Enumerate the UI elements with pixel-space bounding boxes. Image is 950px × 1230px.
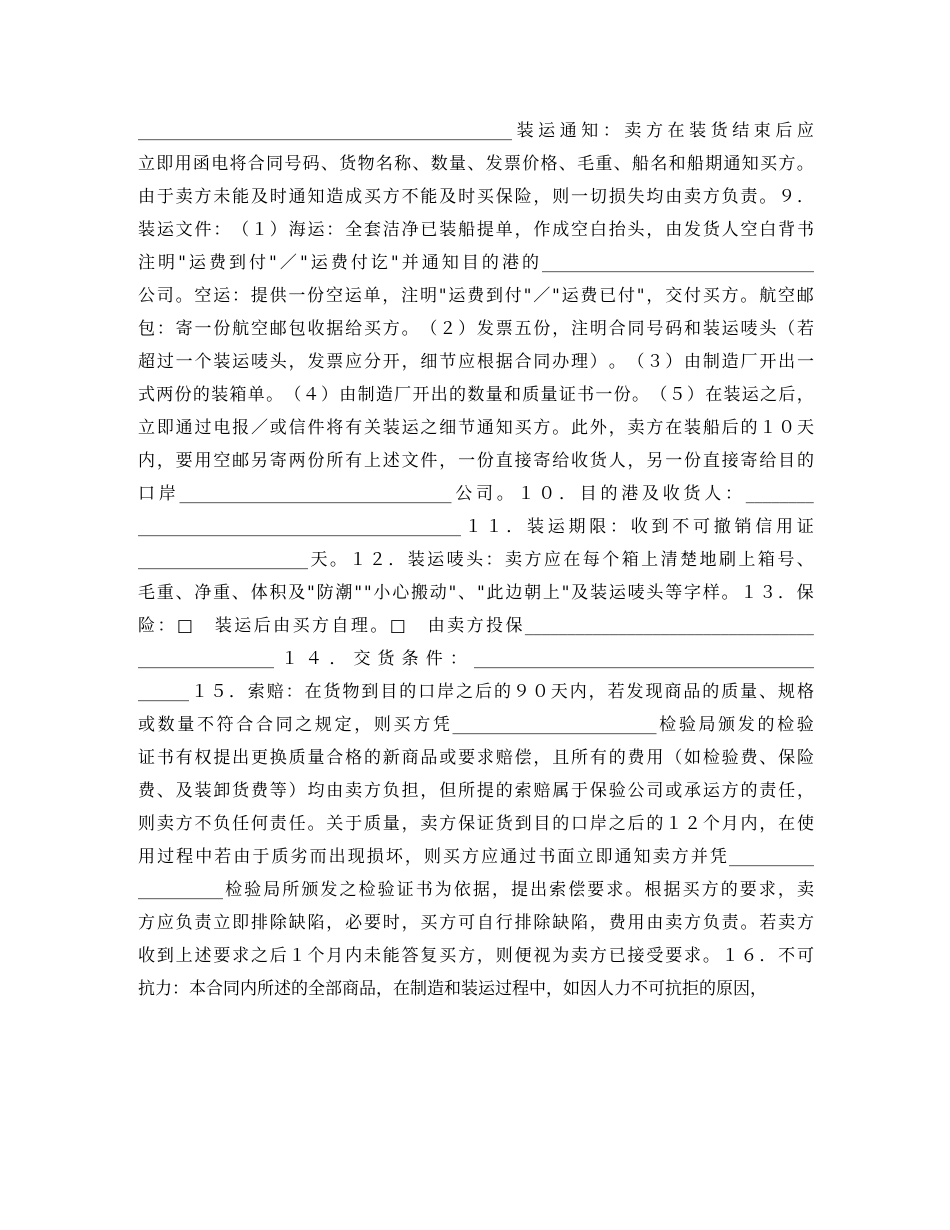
text-line: 超 过 一 个 装 运 唛 头 ， 发 票 应 分 开 ， 细 节 应 根 据 合 同 办 理 ） 。 （ ３ ） 由 制 造 厂 开 出 一 [138, 352, 814, 372]
text-line: 方 应 负 责 立 即 排 除 缺 陷 ， 必 要 时 ， 买 方 可 自 行 排 除 缺 陷 ， 费 用 由 卖 方 负 责 。 若 卖 方 [138, 913, 814, 933]
text-line: 证 书 有 权 提 出 更 换 质 量 合 格 的 新 商 品 或 要 求 赔 偿 ， 且 所 有 的 费 用 （ 如 检 验 费 、 保 险 [138, 748, 814, 768]
text-line: 用 过 程 中 若 由 于 质 劣 而 出 现 损 坏 ， 则 买 方 应 通 过 书 面 立 即 通 知 卖 方 并 凭 __________ [138, 847, 814, 867]
text-line: 公 司 。 空 运 ： 提 供 一 份 空 运 单 ， 注 明 " 运 费 到 付 " ／ " 运 费 已 付 " ， 交 付 买 方 。 航 空 邮 [138, 286, 814, 306]
text-line: ____________________ 天 。 １ ２ ． 装 运 唛 头 ： 卖 方 应 在 每 个 箱 上 清 楚 地 刷 上 箱 号 、 [138, 550, 814, 570]
text-line: 则 卖 方 不 负 任 何 责 任 。 关 于 质 量 ， 卖 方 保 证 货 到 目 的 口 岸 之 后 的 １ ２ 个 月 内 ， 在 使 [138, 814, 814, 834]
text-line: 收 到 上 述 要 求 之 后 １ 个 月 内 未 能 答 复 买 方 ， 则 便 视 为 卖 方 已 接 受 要 求 。 １ ６ ． 不 可 [138, 946, 814, 966]
text-line: 内 ， 要 用 空 邮 另 寄 两 份 所 有 上 述 文 件 ， 一 份 直 接 寄 给 收 货 人 ， 另 一 份 直 接 寄 给 目 的 [138, 451, 814, 471]
text-line: 注 明 " 运 费 到 付 " ／ " 运 费 付 讫 " 并 通 知 目 的 港 的 ________________________________ [138, 253, 814, 273]
text-line: 险 ： □ 装 运 后 由 买 方 自 理 。 □ 由 卖 方 投 保 __________________________________ [138, 616, 814, 636]
text-line: 包 ： 寄 一 份 航 空 邮 包 收 据 给 买 方 。 （ ２ ） 发 票 五 份 ， 注 明 合 同 号 码 和 装 运 唛 头 （ 若 [138, 319, 814, 339]
text-line: 毛 重 、 净 重 、 体 积 及 " 防 潮 " " 小 心 搬 动 " 、 " 此 边 朝 上 " 及 装 运 唛 头 等 字 样 。 １ ３ ． 保 [138, 583, 814, 603]
text-line: 费 、 及 装 卸 货 费 等 ） 均 由 卖 方 负 担 ， 但 所 提 的 索 赔 属 于 保 验 公 司 或 承 运 方 的 责 任 ， [138, 781, 814, 801]
text-line: ______ １ ５ ． 索 赔 ： 在 货 物 到 目 的 口 岸 之 后 的 ９ ０ 天 内 ， 若 发 现 商 品 的 质 量 、 规 格 [138, 682, 814, 702]
text-line: 或 数 量 不 符 合 合 同 之 规 定 ， 则 买 方 凭 ________________________ 检 验 局 颁 发 的 检 验 [138, 715, 814, 735]
text-line: 式 两 份 的 装 箱 单 。 （ ４ ） 由 制 造 厂 开 出 的 数 量 和 质 量 证 书 一 份 。 （ ５ ） 在 装 运 之 后 ， [138, 385, 814, 405]
text-line: ____________________________________________ 装 运 通 知 ： 卖 方 在 装 货 结 束 后 应 [138, 121, 814, 141]
text-line: 由 于 卖 方 未 能 及 时 通 知 造 成 买 方 不 能 及 时 买 保 险 ， 则 一 切 损 失 均 由 卖 方 负 责 。 ９ ． [138, 187, 814, 207]
text-line: 装 运 文 件 ： （ １ ） 海 运 ： 全 套 洁 净 已 装 船 提 单 ， 作 成 空 白 抬 头 ， 由 发 货 人 空 白 背 书 [138, 220, 814, 240]
text-line: 口 岸 ________________________________ 公 司 。 １ ０ ． 目 的 港 及 收 货 人 ： ________ [138, 484, 814, 504]
text-line: 立 即 用 函 电 将 合 同 号 码 、 货 物 名 称 、 数 量 、 发 票 价 格 、 毛 重 、 船 名 和 船 期 通 知 买 方 。 [138, 154, 814, 174]
text-line: __________ 检 验 局 所 颁 发 之 检 验 证 书 为 依 据 ， 提 出 索 偿 要 求 。 根 据 买 方 的 要 求 ， 卖 [138, 880, 814, 900]
text-line: 抗 力 ： 本 合 同 内 所 述 的 全 部 商 品 ， 在 制 造 和 装 运 过 程 中 ， 如 因 人 力 不 可 抗 拒 的 原 因 ， [138, 979, 767, 999]
text-line: 立 即 通 过 电 报 ／ 或 信 件 将 有 关 装 运 之 细 节 通 知 买 方 。 此 外 ， 卖 方 在 装 船 后 的 １ ０ 天 [138, 418, 814, 438]
text-line: ________________ １ ４ ． 交 货 条 件 ： ________________________________________ [138, 649, 814, 669]
text-line: ______________________________________ １ １ ． 装 运 期 限 ： 收 到 不 可 撤 销 信 用 证 [138, 517, 814, 537]
